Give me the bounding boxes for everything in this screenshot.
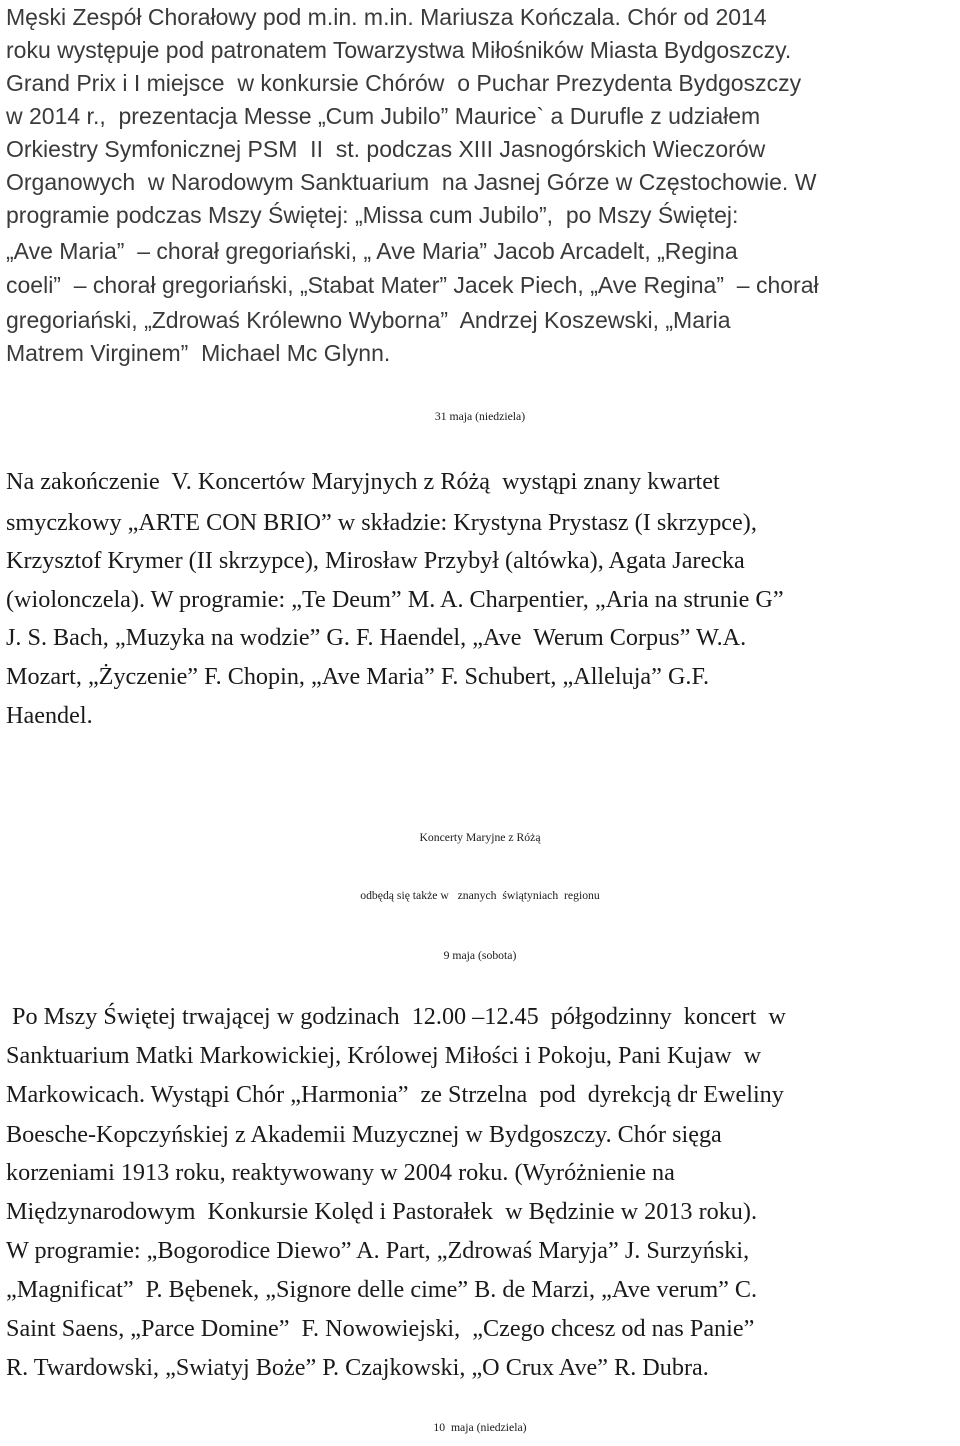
section2-line-2: smyczkowy „ARTE CON BRIO” w składzie: Krystyna Prystasz (I skrzypce),	[6, 509, 757, 536]
section3-line-10: R. Twardowski, „Swiatyj Boże” P. Czajkowski, „O Crux Ave” R. Dubra.	[6, 1354, 709, 1381]
section1-line-11: Matrem Virginem” Michael Mc Glynn.	[6, 340, 391, 366]
section1-line-5: Orkiestry Symfonicznej PSM II st. podczas XIII Jasnogórskich Wieczorów	[6, 136, 766, 162]
section1-line-2: roku występuje pod patronatem Towarzystwa Miłośników Miasta Bydgoszczy.	[6, 37, 792, 63]
section1-line-1: Męski Zespół Chorałowy pod m.in. m.in. Mariusza Kończala. Chór od 2014	[6, 4, 767, 30]
date-heading-10-may: 10 maja (niedziela)	[433, 1421, 527, 1434]
section-heading: Koncerty Maryjne z Różą	[419, 831, 541, 844]
section3-line-9: Saint Saens, „Parce Domine” F. Nowowiejski, „Czego chcesz od nas Panie”	[6, 1315, 755, 1342]
section2-line-3: Krzysztof Krymer (II skrzypce), Mirosław Przybył (altówka), Agata Jarecka	[6, 547, 745, 574]
section1-line-10: gregoriański, „Zdrowaś Królewno Wyborna” Andrzej Koszewski, „Maria	[6, 307, 731, 333]
section3-line-5: korzeniami 1913 roku, reaktywowany w 2004 roku. (Wyróżnienie na	[6, 1159, 675, 1186]
section1-line-6: Organowych w Narodowym Sanktuarium na Jasnej Górze w Częstochowie. W	[6, 169, 817, 195]
section2-line-4: (wiolonczela). W programie: „Te Deum” M. A. Charpentier, „Aria na strunie G”	[6, 586, 784, 613]
section3-line-7: W programie: „Bogorodice Diewo” A. Part, „Zdrowaś Maryja” J. Surzyński,	[6, 1237, 750, 1264]
section-subheading: odbędą się także w znanych świątyniach regionu	[360, 889, 600, 902]
section1-line-3: Grand Prix i I miejsce w konkursie Chórów o Puchar Prezydenta Bydgoszczy	[6, 70, 802, 96]
section1-line-4: w 2014 r., prezentacja Messe „Cum Jubilo” Maurice` a Durufle z udziałem	[6, 103, 761, 129]
section3-line-2: Sanktuarium Matki Markowickiej, Królowej Miłości i Pokoju, Pani Kujaw w	[6, 1042, 762, 1069]
section2-line-7: Haendel.	[6, 702, 93, 729]
section1-line-8: „Ave Maria” – chorał gregoriański, „ Ave Maria” Jacob Arcadelt, „Regina	[6, 238, 738, 264]
date-heading-31-may: 31 maja (niedziela)	[434, 410, 526, 423]
section2-line-1: Na zakończenie V. Koncertów Maryjnych z Różą wystąpi znany kwartet	[6, 468, 720, 495]
section3-line-8: „Magnificat” P. Bębenek, „Signore delle cime” B. de Marzi, „Ave verum” C.	[6, 1276, 758, 1303]
section3-line-4: Boesche-Kopczyńskiej z Akademii Muzycznej w Bydgoszczy. Chór sięga	[6, 1121, 722, 1148]
section2-line-6: Mozart, „Życzenie” F. Chopin, „Ave Maria” F. Schubert, „Alleluja” G.F.	[6, 663, 710, 690]
section2-line-5: J. S. Bach, „Muzyka na wodzie” G. F. Haendel, „Ave Werum Corpus” W.A.	[6, 624, 747, 651]
date-heading-9-may: 9 maja (sobota)	[443, 949, 517, 962]
section3-line-3: Markowicach. Wystąpi Chór „Harmonia” ze Strzelna pod dyrekcją dr Eweliny	[6, 1081, 784, 1108]
section1-line-7: programie podczas Mszy Świętej: „Missa cum Jubilo”, po Mszy Świętej:	[6, 202, 739, 228]
section3-line-1: Po Mszy Świętej trwającej w godzinach 12.00 –12.45 półgodzinny koncert w	[6, 1003, 786, 1030]
section1-line-9: coeli” – chorał gregoriański, „Stabat Mater” Jacek Piech, „Ave Regina” – chorał	[6, 272, 819, 298]
section3-line-6: Międzynarodowym Konkursie Kolęd i Pastorałek w Będzinie w 2013 roku).	[6, 1198, 758, 1225]
